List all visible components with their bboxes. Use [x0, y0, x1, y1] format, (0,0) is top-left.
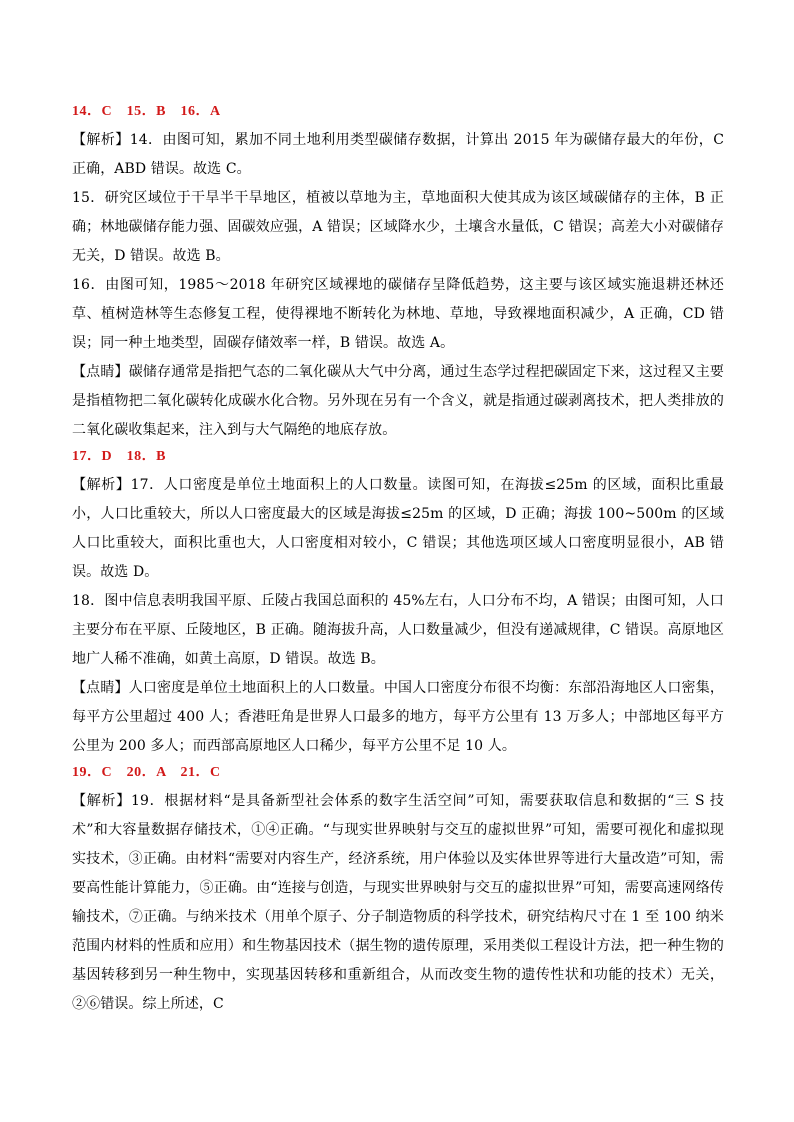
analysis-17: 【解析】17．人口密度是单位土地面积上的人口数量。读图可知，在海拔≤25m 的区域，面积比重最小，人口比重较大，所以人口密度最大的区域是海拔≤25m 的区域，D 正确；海拔 100~500m 的区域人口比重较大，面积比重也大，人口密度相对较小，C 错误；其他选项区域人口密度明显很小，AB 错误。故选 D。: [72, 477, 724, 580]
analysis-19: 【解析】19．根据材料“是具备新型社会体系的数字生活空间”可知，需要获取信息和数据的“三 S 技术”和大容量数据存储技术，①④正确。“与现实世界映射与交互的虚拟世界”可知，需要可视化和虚拟现实技术，③正确。由材料“需要对内容生产，经济系统，用户体验以及实体世界等进行大量改造”可知，需要高性能计算能力，⑤正确。由“连接与创造，与现实世界映射与交互的虚拟世界”可知，需要高速网络传输技术，⑦正确。与纳米技术（用单个原子、分子制造物质的科学技术，研究结构尺寸在 1 至 100 纳米范围内材料的性质和应用）和生物基因技术（据生物的遗传原理，采用类似工程设计方法，把一种生物的基因转移到另一种生物中，实现基因转移和重新组合，从而改变生物的遗传性状和功能的技术）无关，②⑥错误。综上所述，C: [72, 793, 724, 1012]
answer-line-17-18: 17．D 18．B: [72, 449, 166, 464]
answer-line-14-16: 14．C 15．B 16．A: [72, 104, 221, 119]
analysis-15: 15．研究区域位于干旱半干旱地区，植被以草地为主，草地面积大使其成为该区域碳储存的主体，B 正确；林地碳储存能力强、固碳效应强，A 错误；区域降水少，土壤含水量低，C 错误；高差大小对碳储存无关，D 错误。故选 B。: [72, 190, 724, 264]
analysis-16: 16．由图可知，1985～2018 年研究区域裸地的碳储存呈降低趋势，这主要与该区域实施退耕还林还草、植树造林等生态修复工程，使得裸地不断转化为林地、草地，导致裸地面积减少，A 正确，CD 错误；同一种土地类型，固碳存储效率一样，B 错误。故选 A。: [72, 277, 724, 351]
document-body: [72, 100, 724, 1019]
analysis-14: 【解析】14．由图可知，累加不同土地利用类型碳储存数据，计算出 2015 年为碳储存最大的年份，C 正确，ABD 错误。故选 C。: [72, 132, 724, 177]
key-point-carbon: 【点睛】碳储存通常是指把气态的二氧化碳从大气中分离，通过生态学过程把碳固定下来，这过程又主要是指植物把二氧化碳转化成碳水化合物。另外现在另有一个含义，就是指通过碳剥离技术，把人类排放的二氧化碳收集起来，注入到与大气隔绝的地底存放。: [72, 364, 724, 438]
key-point-population: 【点睛】人口密度是单位土地面积上的人口数量。中国人口密度分布很不均衡：东部沿海地区人口密集，每平方公里超过 400 人；香港旺角是世界人口最多的地方，每平方公里有 13 万多人；中部地区每平方公里为 200 多人；而西部高原地区人口稀少，每平方公里不足 10 人。: [72, 680, 724, 754]
answer-line-19-21: 19．C 20．A 21．C: [72, 765, 221, 780]
analysis-18: 18．图中信息表明我国平原、丘陵占我国总面积的 45%左右，人口分布不均，A 错误；由图可知，人口主要分布在平原、丘陵地区，B 正确。随海拔升高，人口数量减少，但没有递减规律，C 错误。高原地区地广人稀不准确，如黄土高原，D 错误。故选 B。: [72, 593, 724, 667]
